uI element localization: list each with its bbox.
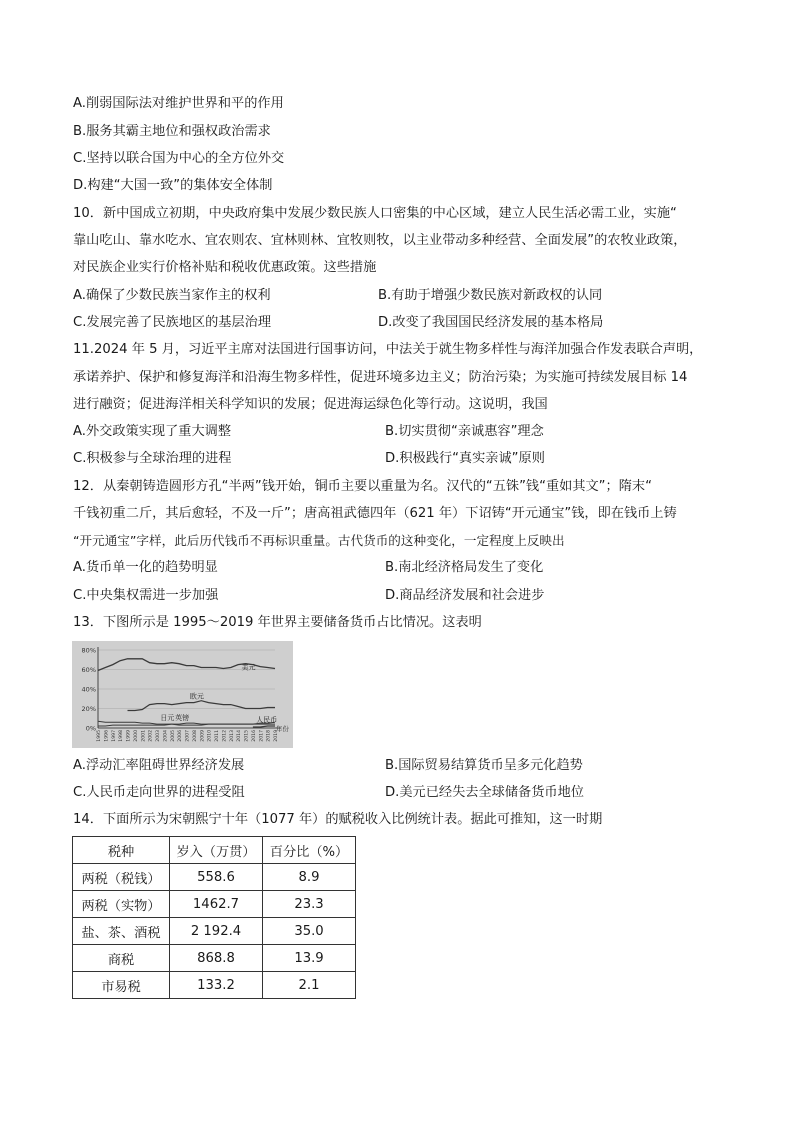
y-tick-label: 40%	[81, 685, 96, 694]
q11-option-d: D.积极践行“真实亲诚”原则	[385, 451, 545, 466]
q9-option-c: C.坚持以联合国为中心的全方位外交	[73, 151, 285, 166]
table-row	[73, 972, 356, 999]
series-label: 人民币	[256, 716, 278, 725]
table-cell: 盐、茶、酒税	[73, 918, 170, 945]
x-tick-label: 2019	[274, 730, 279, 742]
x-tick-label: 2009	[200, 730, 206, 742]
series-label: 美元	[241, 663, 256, 672]
q12-stem-line-2: 千钱初重二斤，其后愈轻，不及一斤”；唐高祖武德四年（621 年）下诏铸“开元通宝”钱，即在钱币上铸	[73, 506, 677, 521]
table-cell: 两税（税钱）	[73, 864, 170, 891]
q10-option-d: D.改变了我国国民经济发展的基本格局	[378, 315, 604, 330]
q11-stem-line-2: 承诺养护、保护和修复海洋和沿海生物多样性，促进环境多边主义；防治污染；为实施可持续发展目标 14	[73, 370, 688, 385]
q10-option-a: A.确保了少数民族当家作主的权利	[73, 288, 271, 303]
x-tick-label: 2012	[222, 730, 228, 742]
x-tick-label: 2008	[192, 730, 198, 742]
x-tick-label: 1999	[126, 730, 132, 742]
table-cell: 133.2	[170, 972, 263, 999]
q10-stem-line-1: 10．新中国成立初期，中央政府集中发展少数民族人口密集的中心区域，建立人民生活必需工业，实施“	[73, 206, 677, 221]
table-cell: 2 192.4	[170, 918, 263, 945]
q11-option-b: B.切实贯彻“亲诚惠容”理念	[385, 424, 544, 439]
table-cell: 23.3	[263, 891, 356, 918]
q12-option-b: B.南北经济格局发生了变化	[385, 560, 544, 575]
q11-option-c: C.积极参与全球治理的进程	[73, 451, 232, 466]
table-header-cell: 岁入（万贯）	[170, 837, 263, 864]
table-cell: 1462.7	[170, 891, 263, 918]
q13-option-d: D.美元已经失去全球储备货币地位	[385, 785, 584, 800]
table-header-cell: 百分比（%）	[263, 837, 356, 864]
q13-option-a: A.浮动汇率阻碍世界经济发展	[73, 758, 245, 773]
x-tick-label: 2007	[185, 730, 191, 742]
q12-stem-line-1: 12．从秦朝铸造圆形方孔“半两”钱开始，铜币主要以重量为名。汉代的“五铢”钱“重如其文”；隋末“	[73, 479, 652, 494]
q9-option-d: D.构建“大国一致”的集体安全体制	[73, 178, 273, 193]
y-tick-label: 20%	[81, 705, 96, 713]
table-row	[73, 945, 356, 972]
q9-option-a: A.削弱国际法对维护世界和平的作用	[73, 96, 284, 111]
x-tick-label: 2015	[244, 730, 250, 742]
q13-option-c: C.人民币走向世界的进程受阻	[73, 785, 245, 800]
reserve-currency-chart	[72, 641, 293, 748]
table-cell: 商税	[73, 945, 170, 972]
x-tick-label: 2003	[156, 730, 161, 742]
y-tick-label: 0%	[85, 724, 96, 733]
x-tick-label: 2018	[266, 730, 272, 742]
x-tick-label: 2013	[229, 730, 235, 742]
x-tick-label: 1998	[119, 730, 125, 742]
table-cell: 35.0	[263, 918, 356, 945]
table-cell: 8.9	[263, 864, 356, 891]
series-line	[128, 701, 276, 711]
q11-stem-line-1: 11.2024 年 5 月，习近平主席对法国进行国事访问，中法关于就生物多样性与海洋加强合作发表联合声明，	[73, 342, 703, 357]
x-axis-label: 年份	[276, 725, 289, 733]
y-tick-label: 80%	[81, 646, 96, 655]
table-row	[73, 918, 356, 945]
table-row	[73, 891, 356, 918]
x-tick-label: 2001	[141, 730, 147, 742]
table-cell: 市易税	[73, 972, 170, 999]
tax-revenue-table	[72, 836, 356, 999]
x-tick-label: 1995	[97, 730, 102, 742]
series-label: 欧元	[189, 692, 204, 701]
x-tick-label: 1996	[104, 730, 110, 742]
x-tick-label: 2002	[148, 730, 154, 742]
q12-option-d: D.商品经济发展和社会进步	[385, 588, 545, 603]
q12-option-c: C.中央集权需进一步加强	[73, 588, 219, 603]
table-row	[73, 864, 356, 891]
x-tick-label: 2011	[215, 730, 220, 742]
q10-option-b: B.有助于增强少数民族对新政权的认同	[378, 288, 603, 303]
q9-option-b: B.服务其霸主地位和强权政治需求	[73, 124, 271, 139]
q12-option-a: A.货币单一化的趋势明显	[73, 560, 218, 575]
q10-stem-line-2: 靠山吃山、靠水吃水、宜农则农、宜林则林、宜牧则牧，以主业带动多种经营、全面发展”的农牧业政策，	[73, 233, 687, 248]
reserve-currency-chart-svg	[72, 641, 293, 748]
series-label: 日元	[160, 714, 175, 723]
x-tick-label: 2014	[237, 730, 243, 742]
q10-stem-line-3: 对民族企业实行价格补贴和税收优惠政策。这些措施	[73, 260, 377, 275]
x-tick-label: 2010	[207, 730, 213, 742]
x-tick-label: 2017	[259, 730, 265, 742]
series-line	[253, 726, 275, 727]
table-cell: 868.8	[170, 945, 263, 972]
x-tick-label: 2005	[170, 730, 176, 742]
q14-stem: 14．下面所示为宋朝熙宁十年（1077 年）的赋税收入比例统计表。据此可推知，这一时期	[73, 812, 603, 827]
x-tick-label: 1997	[111, 730, 117, 742]
table-cell: 2.1	[263, 972, 356, 999]
table-cell: 13.9	[263, 945, 356, 972]
x-tick-label: 2004	[163, 730, 169, 742]
series-label: 英镑	[175, 714, 190, 723]
table-header-cell: 税种	[73, 837, 170, 864]
q10-option-c: C.发展完善了民族地区的基层治理	[73, 315, 272, 330]
table-cell: 两税（实物）	[73, 891, 170, 918]
table-cell: 558.6	[170, 864, 263, 891]
y-tick-label: 60%	[81, 666, 96, 674]
x-tick-label: 2006	[178, 730, 184, 742]
q13-option-b: B.国际贸易结算货币呈多元化趋势	[385, 758, 583, 773]
q11-option-a: A.外交政策实现了重大调整	[73, 424, 232, 439]
q11-stem-line-3: 进行融资；促进海洋相关科学知识的发展；促进海运绿色化等行动。这说明，我国	[73, 397, 548, 412]
table-header-row	[73, 837, 356, 864]
x-tick-label: 2000	[133, 730, 139, 742]
q13-stem: 13．下图所示是 1995～2019 年世界主要储备货币占比情况。这表明	[73, 615, 482, 630]
q12-stem-line-3: “开元通宝”字样，此后历代钱币不再标识重量。古代货币的这种变化，一定程度上反映出	[73, 533, 565, 548]
x-tick-label: 2016	[251, 730, 257, 742]
